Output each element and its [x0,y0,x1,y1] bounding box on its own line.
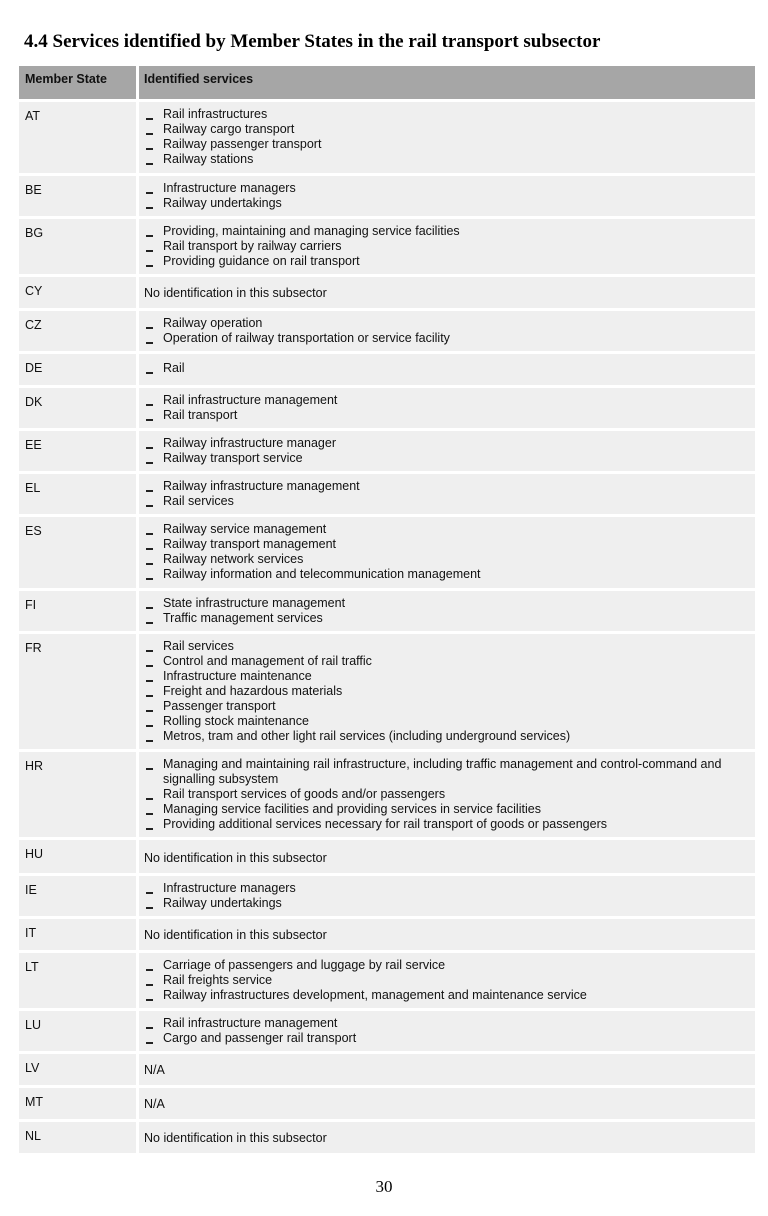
member-state-cell: BE [19,176,136,216]
identified-services-cell [139,1054,755,1085]
page-number: 30 [375,1177,393,1196]
member-state-cell: IT [19,919,136,950]
table-row [19,1088,755,1119]
identified-services-cell [139,517,755,588]
services-list [144,436,747,466]
service-item: Metros, tram and other light rail services (including underground services) [144,729,747,744]
service-item: Providing, maintaining and managing service facilities [144,224,747,239]
member-state-cell: LV [19,1054,136,1085]
service-item: Control and management of rail traffic [144,654,747,669]
table-row [19,1122,755,1153]
member-state-cell: DK [19,388,136,428]
service-item: Rail freights service [144,973,747,988]
service-item: Rail transport [144,408,747,423]
identified-services-cell [139,102,755,173]
service-item: Providing guidance on rail transport [144,254,747,269]
section-title: 4.4 Services identified by Member States in the rail transport subsector [24,31,601,52]
header-member-state: Member State [19,66,136,99]
services-list [144,639,747,744]
identified-services-cell [139,876,755,916]
service-item: Infrastructure managers [144,181,747,196]
service-item: Railway undertakings [144,896,747,911]
service-item: Railway information and telecommunication management [144,567,747,582]
services-list [144,596,747,626]
service-item: Railway transport management [144,537,747,552]
member-state-cell: HU [19,840,136,873]
identified-services-cell [139,474,755,514]
member-state-cell: CZ [19,311,136,351]
identified-services-cell [139,277,755,308]
identified-services-cell [139,752,755,837]
service-item: Providing additional services necessary for rail transport of goods or passengers [144,817,747,832]
service-item: Cargo and passenger rail transport [144,1031,747,1046]
services-list [144,958,747,1003]
service-note: No identification in this subsector [144,286,327,300]
service-note: No identification in this subsector [144,928,327,942]
table-row [19,1054,755,1085]
service-note: No identification in this subsector [144,851,327,865]
identified-services-cell [139,1122,755,1153]
table-row [19,474,755,514]
table-row [19,431,755,471]
service-item: Railway stations [144,152,747,167]
service-item: Freight and hazardous materials [144,684,747,699]
service-item: Rolling stock maintenance [144,714,747,729]
service-item: Rail infrastructure management [144,1016,747,1031]
member-state-cell: EE [19,431,136,471]
service-note: N/A [144,1097,165,1111]
services-list [144,1016,747,1046]
identified-services-cell [139,919,755,950]
service-item: Passenger transport [144,699,747,714]
member-state-cell: CY [19,277,136,308]
service-item: Rail [144,361,747,376]
identified-services-cell [139,354,755,385]
member-state-cell: NL [19,1122,136,1153]
identified-services-cell [139,953,755,1008]
service-item: Railway infrastructures development, management and maintenance service [144,988,747,1003]
service-item: Carriage of passengers and luggage by rail service [144,958,747,973]
service-item: Managing and maintaining rail infrastructure, including traffic management and control-command and signalling subsystem [144,757,747,787]
services-list [144,479,747,509]
service-item: Infrastructure managers [144,881,747,896]
service-item: Rail infrastructures [144,107,747,122]
identified-services-cell [139,311,755,351]
member-state-cell: LT [19,953,136,1008]
services-list [144,224,747,269]
table-row [19,354,755,385]
table-header [19,66,755,99]
table-row [19,176,755,216]
identified-services-cell [139,840,755,873]
service-item: Rail services [144,639,747,654]
service-item: Rail transport services of goods and/or passengers [144,787,747,802]
member-state-cell: HR [19,752,136,837]
service-note: No identification in this subsector [144,1131,327,1145]
table-row [19,311,755,351]
table-row [19,277,755,308]
table-row [19,876,755,916]
services-list [144,181,747,211]
identified-services-cell [139,388,755,428]
service-item: Railway service management [144,522,747,537]
member-state-cell: DE [19,354,136,385]
service-item: Managing service facilities and providing services in service facilities [144,802,747,817]
service-note: N/A [144,1063,165,1077]
services-list [144,316,747,346]
member-state-cell: FI [19,591,136,631]
services-list [144,757,747,832]
table-row [19,591,755,631]
identified-services-cell [139,1088,755,1119]
table-row [19,919,755,950]
service-item: Traffic management services [144,611,747,626]
identified-services-cell [139,634,755,749]
table-row [19,634,755,749]
table-row [19,953,755,1008]
service-item: Railway operation [144,316,747,331]
service-item: Railway cargo transport [144,122,747,137]
services-list [144,393,747,423]
identified-services-cell [139,1011,755,1051]
member-state-cell: LU [19,1011,136,1051]
service-item: Railway infrastructure management [144,479,747,494]
table-row [19,840,755,873]
member-state-cell: ES [19,517,136,588]
identified-services-cell [139,176,755,216]
table-row [19,752,755,837]
service-item: Operation of railway transportation or service facility [144,331,747,346]
service-item: Rail infrastructure management [144,393,747,408]
identified-services-cell [139,591,755,631]
services-list [144,881,747,911]
member-state-cell: FR [19,634,136,749]
header-identified-services: Identified services [139,66,755,99]
member-state-cell: AT [19,102,136,173]
services-list [144,361,747,376]
table-row [19,219,755,274]
services-list [144,107,747,167]
table-row [19,517,755,588]
service-item: Railway undertakings [144,196,747,211]
member-state-cell: MT [19,1088,136,1119]
table-row [19,388,755,428]
member-state-cell: EL [19,474,136,514]
table-body [19,102,755,1153]
table-row [19,1011,755,1051]
service-item: Railway network services [144,552,747,567]
identified-services-cell [139,431,755,471]
service-item: Rail services [144,494,747,509]
services-table [19,66,755,1153]
identified-services-cell [139,219,755,274]
service-item: State infrastructure management [144,596,747,611]
table-row [19,102,755,173]
service-item: Railway infrastructure manager [144,436,747,451]
service-item: Railway passenger transport [144,137,747,152]
services-list [144,522,747,582]
service-item: Railway transport service [144,451,747,466]
service-item: Infrastructure maintenance [144,669,747,684]
member-state-cell: BG [19,219,136,274]
member-state-cell: IE [19,876,136,916]
service-item: Rail transport by railway carriers [144,239,747,254]
